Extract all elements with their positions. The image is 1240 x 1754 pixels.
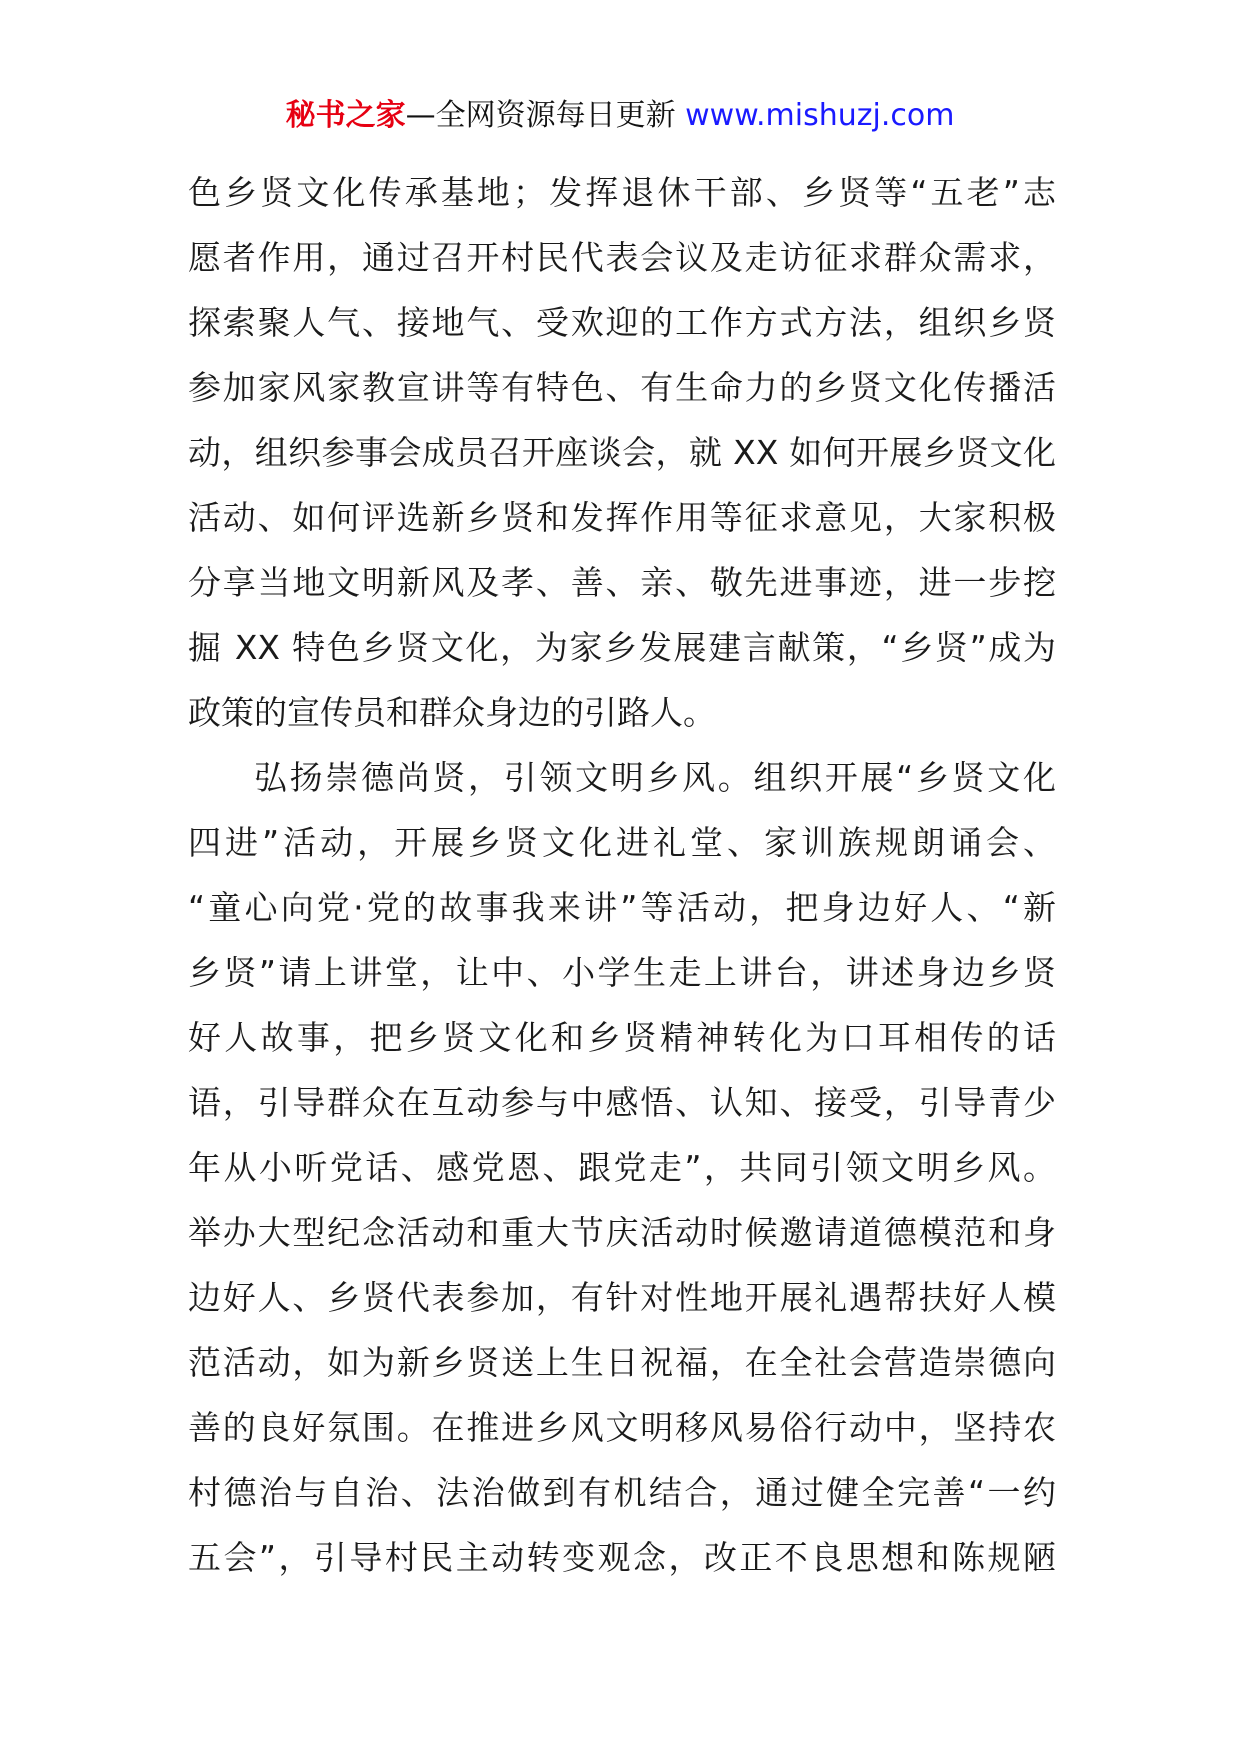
site-header	[0, 96, 1240, 136]
document-body	[188, 160, 1056, 1590]
text-line: 范活动，如为新乡贤送上生日祝福，在全社会营造崇德向	[188, 1343, 1056, 1382]
site-brand: 秘书之家	[285, 98, 406, 133]
text-line: 愿者作用，通过召开村民代表会议及走访征求群众需求，	[188, 238, 1056, 277]
text-line: 政策的宣传员和群众身边的引路人。	[188, 693, 716, 732]
text-line: 语，引导群众在互动参与中感悟、认知、接受，引导青少	[188, 1083, 1056, 1122]
text-line: 年从小听党话、感党恩、跟党走”，共同引领文明乡风。	[188, 1148, 1056, 1187]
text-line: 色乡贤文化传承基地；发挥退休干部、乡贤等“五老”志	[188, 173, 1056, 212]
text-line: 好人故事，把乡贤文化和乡贤精神转化为口耳相传的话	[188, 1018, 1056, 1057]
text-line: 边好人、乡贤代表参加，有针对性地开展礼遇帮扶好人模	[188, 1278, 1056, 1317]
site-url-link[interactable]: www.mishuzj.com	[685, 98, 955, 133]
text-line: 四进”活动，开展乡贤文化进礼堂、家训族规朗诵会、	[188, 823, 1056, 862]
text-line: 探索聚人气、接地气、受欢迎的工作方式方法，组织乡贤	[188, 303, 1056, 342]
site-tagline: —全网资源每日更新	[405, 98, 676, 133]
text-line: 五会”，引导村民主动转变观念，改正不良思想和陈规陋	[188, 1538, 1056, 1577]
text-line: 弘扬崇德尚贤，引领文明乡风。组织开展“乡贤文化	[254, 758, 1056, 797]
text-line: 分享当地文明新风及孝、善、亲、敬先进事迹，进一步挖	[188, 563, 1056, 602]
text-line: 参加家风家教宣讲等有特色、有生命力的乡贤文化传播活	[188, 368, 1056, 407]
text-line: 动，组织参事会成员召开座谈会，就 XX 如何开展乡贤文化	[188, 433, 1056, 472]
text-line: 活动、如何评选新乡贤和发挥作用等征求意见，大家积极	[188, 498, 1056, 537]
text-line: 举办大型纪念活动和重大节庆活动时候邀请道德模范和身	[188, 1213, 1056, 1252]
text-line: 村德治与自治、法治做到有机结合，通过健全完善“一约	[188, 1473, 1056, 1512]
text-line: 善的良好氛围。在推进乡风文明移风易俗行动中，坚持农	[188, 1408, 1056, 1447]
text-line: 掘 XX 特色乡贤文化，为家乡发展建言献策，“乡贤”成为	[188, 628, 1056, 667]
text-line: 乡贤”请上讲堂，让中、小学生走上讲台，讲述身边乡贤	[188, 953, 1056, 992]
text-line: “童心向党·党的故事我来讲”等活动，把身边好人、“新	[188, 888, 1056, 927]
